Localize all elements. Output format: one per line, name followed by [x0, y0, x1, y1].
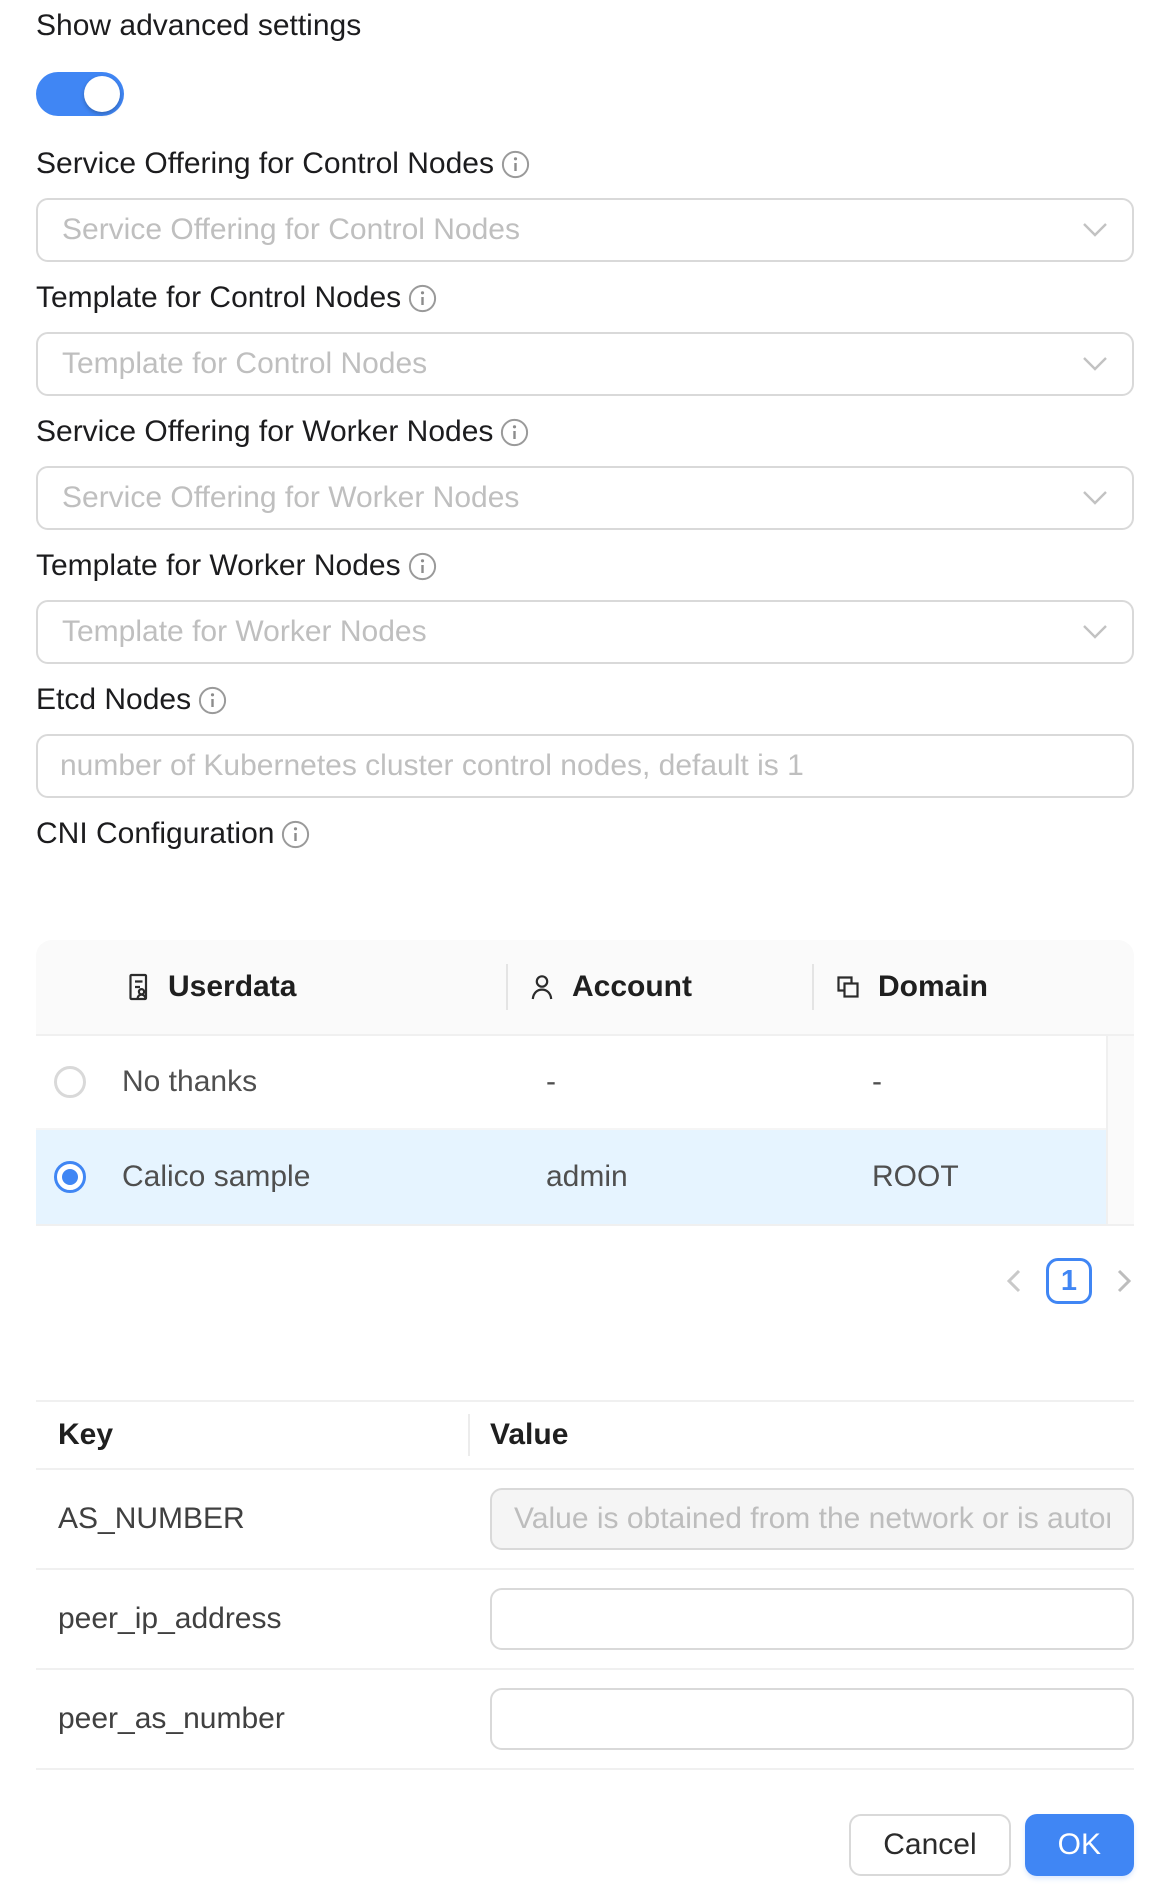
kv-row-peer-ip-address	[36, 1570, 1134, 1670]
column-header-label: Account	[572, 970, 692, 1003]
field-etcd-nodes	[36, 682, 1134, 798]
chevron-down-icon	[1082, 222, 1108, 238]
radio-cell	[36, 1161, 102, 1193]
etcd-nodes-input[interactable]	[36, 734, 1134, 798]
field-label-text: Service Offering for Control Nodes	[36, 147, 494, 180]
select-placeholder: Service Offering for Control Nodes	[62, 213, 520, 246]
column-header-label: Domain	[878, 970, 989, 1003]
dialog-footer	[36, 1814, 1134, 1876]
key-value-table	[36, 1400, 1134, 1770]
field-label-text: CNI Configuration	[36, 817, 275, 850]
field-label	[36, 414, 1134, 450]
advanced-settings-label: Show advanced settings	[36, 9, 362, 42]
service-offering-worker-select[interactable]	[36, 466, 1134, 530]
peer-ip-address-input[interactable]	[490, 1588, 1134, 1650]
table-header-row	[36, 940, 1134, 1036]
info-icon[interactable]	[408, 552, 437, 581]
column-header-userdata	[102, 940, 506, 1034]
service-offering-control-select[interactable]	[36, 198, 1134, 262]
field-template-control	[36, 280, 1134, 396]
table-body	[36, 1036, 1134, 1226]
info-icon[interactable]	[281, 820, 310, 849]
chevron-right-icon	[1114, 1268, 1134, 1294]
field-label-text: Etcd Nodes	[36, 683, 192, 716]
kv-header-key: Key	[58, 1418, 114, 1451]
ok-button[interactable]: OK	[1025, 1814, 1134, 1876]
table-row-no-thanks[interactable]	[36, 1036, 1134, 1130]
field-label	[36, 146, 1134, 182]
advanced-settings-toggle[interactable]	[36, 72, 124, 116]
kv-key-label: peer_as_number	[58, 1702, 285, 1735]
field-template-worker	[36, 548, 1134, 664]
userdata-cell: Calico sample	[122, 1160, 311, 1193]
column-header-label: Userdata	[168, 970, 297, 1003]
cni-configuration-label	[36, 816, 1134, 852]
userdata-icon	[122, 971, 154, 1003]
select-placeholder: Service Offering for Worker Nodes	[62, 481, 520, 514]
account-cell: -	[546, 1065, 556, 1098]
cni-configuration-section	[36, 816, 1134, 852]
page-number-1[interactable]: 1	[1046, 1258, 1092, 1304]
kv-row-peer-as-number	[36, 1670, 1134, 1770]
table-scrollbar-track[interactable]	[1106, 1036, 1134, 1224]
peer-as-number-input[interactable]	[490, 1688, 1134, 1750]
cancel-button[interactable]: Cancel	[849, 1814, 1010, 1876]
pagination	[36, 1258, 1134, 1304]
field-label	[36, 548, 1134, 584]
radio-cell	[36, 1066, 102, 1098]
radio-dot	[62, 1169, 78, 1185]
info-icon[interactable]	[408, 284, 437, 313]
toggle-knob	[84, 76, 120, 112]
radio-checked[interactable]	[54, 1161, 86, 1193]
chevron-left-icon	[1004, 1268, 1024, 1294]
template-worker-select[interactable]	[36, 600, 1134, 664]
domain-icon	[832, 971, 864, 1003]
kv-header-value: Value	[468, 1418, 1134, 1452]
account-cell: admin	[546, 1160, 628, 1193]
kv-header-row	[36, 1402, 1134, 1470]
field-service-offering-worker	[36, 414, 1134, 530]
select-placeholder: Template for Control Nodes	[62, 347, 428, 380]
as-number-input	[490, 1488, 1134, 1550]
chevron-down-icon	[1082, 624, 1108, 640]
field-service-offering-control	[36, 146, 1134, 262]
chevron-down-icon	[1082, 356, 1108, 372]
prev-page-button[interactable]	[1004, 1268, 1024, 1294]
info-icon[interactable]	[198, 686, 227, 715]
template-control-select[interactable]	[36, 332, 1134, 396]
domain-cell: -	[872, 1065, 882, 1098]
chevron-down-icon	[1082, 490, 1108, 506]
info-icon[interactable]	[501, 150, 530, 179]
radio-unchecked[interactable]	[54, 1066, 86, 1098]
domain-cell: ROOT	[872, 1160, 959, 1193]
next-page-button[interactable]	[1114, 1268, 1134, 1294]
field-label-text: Service Offering for Worker Nodes	[36, 415, 494, 448]
kv-key-label: AS_NUMBER	[58, 1502, 245, 1535]
field-label-text: Template for Control Nodes	[36, 281, 402, 314]
kv-row-as-number	[36, 1470, 1134, 1570]
field-label-text: Template for Worker Nodes	[36, 549, 401, 582]
info-icon[interactable]	[500, 418, 529, 447]
column-header-account	[506, 940, 812, 1034]
userdata-cell: No thanks	[122, 1065, 258, 1098]
cni-userdata-table	[36, 940, 1134, 1226]
column-header-domain	[812, 940, 1134, 1034]
account-icon	[526, 971, 558, 1003]
field-label	[36, 682, 1134, 718]
field-label	[36, 280, 1134, 316]
select-placeholder: Template for Worker Nodes	[62, 615, 427, 648]
table-row-calico-sample[interactable]	[36, 1130, 1134, 1224]
kv-key-label: peer_ip_address	[58, 1602, 282, 1635]
